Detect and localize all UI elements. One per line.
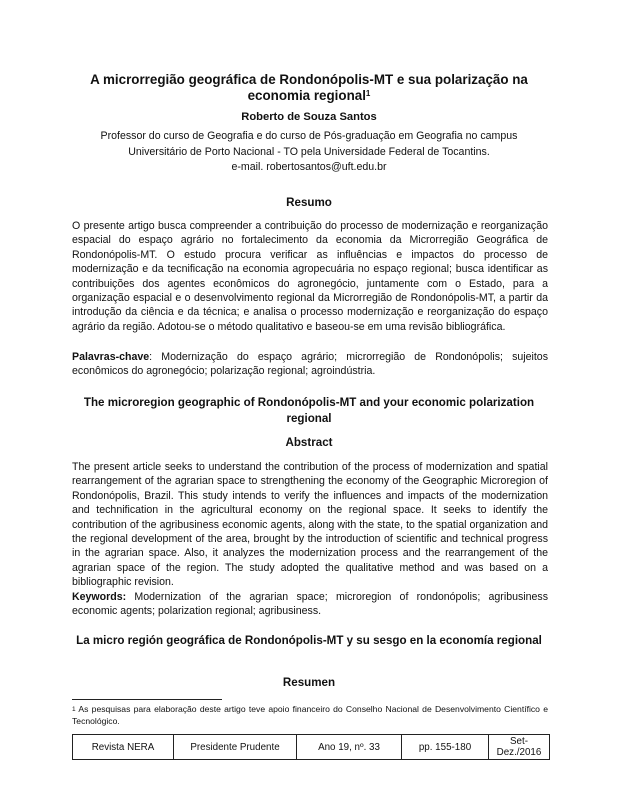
journal-date-cell: Set-Dez./2016: [489, 735, 550, 760]
abstract-heading: Abstract: [285, 436, 333, 449]
resumo-heading: Resumo: [286, 196, 332, 209]
english-keywords: [72, 590, 548, 619]
journal-pages-cell: pp. 155-180: [402, 735, 489, 760]
abstract-body: The present article seeks to understand the contribution of the process of modernization and spatial rearrangement of the agrarian space to strengthening the economy of the Geographic Microregion of Rondonópolis, Brazil. This study intends to verify the influences and impacts of the modernization and technification in the agricultural economy on the regional space. It seeks to identify the contribution of the agribusiness economic agents, along with the state, to the spatial organization and the regional development of the area, brought by the introduction of scientific and technical progress in the agrarian space. Also, it analyzes the modernization process and the rearrangement of the agrarian space of the region. The study adopted the qualitative method and was based on a bibliographic revision.: [72, 461, 548, 589]
article-title: [70, 72, 548, 104]
footnote-text: As pesquisas para elaboração deste artigo teve apoio financeiro do Conselho Nacional de Desenvolvimento Científico e Tecnológico.: [72, 704, 548, 726]
title-line-1: A microrregião geográfica de Rondonópolis-MT e sua polarização na: [90, 72, 528, 87]
affiliation-line-1: Professor do curso de Geografia e do curso de Pós-graduação em Geografia no campus: [100, 130, 518, 142]
journal-issue-cell: Ano 19, nº. 33: [297, 735, 402, 760]
author-affiliation: [70, 129, 548, 176]
resumen-heading: Resumen: [282, 676, 336, 689]
footnote-rule: [72, 699, 222, 700]
english-keywords-label: Keywords:: [72, 591, 127, 603]
footnote: [72, 704, 548, 727]
english-keywords-text: Modernization of the agrarian space; microregion of rondonópolis; agribusiness economic agents; polarization regional; agribusiness.: [72, 591, 548, 618]
resumo-keywords-text: : Modernização do espaço agrário; microrregião de Rondonópolis; sujeitos econômicos do agronegócio; polarização regional; agroindústria.: [72, 351, 548, 378]
journal-city-cell: Presidente Prudente: [174, 735, 297, 760]
title-footnote-mark: 1: [365, 89, 371, 98]
journal-name-cell: Revista NERA: [73, 735, 174, 760]
resumo-keywords-label: Palavras-chave: [72, 351, 150, 363]
journal-info-row: [73, 735, 550, 760]
resumo-keywords: [72, 350, 548, 379]
author-email: e-mail. robertosantos@uft.edu.br: [231, 161, 387, 173]
resumo-body: O presente artigo busca compreender a contribuição do processo de modernização e reorganização espacial do espaço agrário no fortalecimento da economia da Microrregião Geográfica de Rondonópolis-MT. O estudo procura verificar as influências e impactos do processo de modernização e da tecnificação na economia agropecuária no espaço regional; busca identificar as contribuições dos agentes econômicos do agronegócio, juntamente com o Estado, para a organização espacial e o desenvolvimento regional da Microrregião de Rondonópolis-MT, a partir da introdução da ciência e da técnica; e analisa o processo modernização e reorganização do espaço agrário da região. Adotou-se o método qualitativo e baseou-se em uma revisão bibliográfica.: [72, 220, 548, 333]
author-name: Roberto de Souza Santos: [241, 111, 377, 123]
english-title: The microregion geographic of Rondonópolis-MT and your economic polarization regional: [83, 396, 535, 425]
title-line-2: economia regional: [247, 88, 366, 103]
spanish-title: La micro región geográfica de Rondonópolis-MT y su sesgo en la economía regional: [76, 634, 542, 647]
footnote-mark: 1: [72, 706, 76, 713]
journal-info-table: [72, 734, 550, 760]
affiliation-line-2: Universitário de Porto Nacional - TO pela Universidade Federal de Tocantins.: [128, 145, 490, 158]
